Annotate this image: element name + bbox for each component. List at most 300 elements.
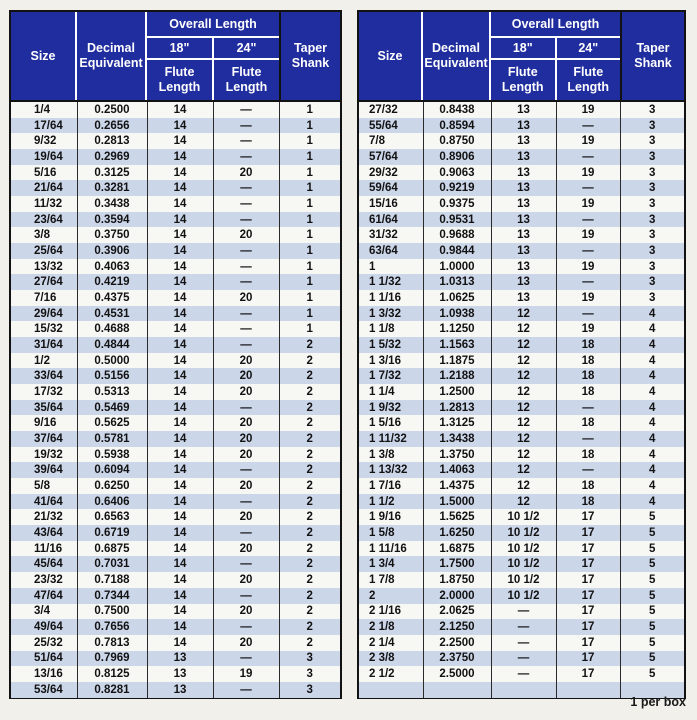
decimal-cell: 2.2500 [423, 635, 491, 651]
flute-18-cell: 13 [491, 196, 556, 212]
size-cell: 9/16 [34, 417, 57, 430]
flute-18-cell: — [491, 619, 556, 635]
size-cell: 31/32 [369, 229, 398, 242]
taper-shank-cell: 1 [279, 274, 340, 290]
size-cell: 7/8 [369, 135, 385, 148]
taper-shank-cell: 3 [620, 196, 684, 212]
table-row [359, 212, 684, 228]
flute-24-cell: 18 [556, 478, 620, 494]
size-cell: 27/32 [369, 103, 398, 116]
empty-cell [556, 682, 620, 698]
size-cell: 3/8 [34, 229, 50, 242]
table-row [11, 274, 340, 290]
decimal-cell: 1.0000 [423, 259, 491, 275]
size-cell: 41/64 [34, 495, 63, 508]
flute-24-cell: — [213, 259, 279, 275]
size-cell: 15/16 [369, 197, 398, 210]
flute-24-cell: 17 [556, 651, 620, 667]
flute-24-cell: 20 [213, 165, 279, 181]
decimal-cell: 0.2813 [77, 133, 147, 149]
table-row [11, 133, 340, 149]
table-row [359, 259, 684, 275]
size-cell: 15/32 [34, 323, 63, 336]
flute-24-cell: 17 [556, 525, 620, 541]
taper-shank-cell: 2 [279, 635, 340, 651]
decimal-cell: 2.0625 [423, 604, 491, 620]
size-cell: 19/32 [34, 448, 63, 461]
table-row [359, 306, 684, 322]
table-row [359, 101, 684, 118]
size-cell: 7/16 [34, 291, 57, 304]
flute-18-cell: 10 1/2 [491, 509, 556, 525]
size-cell: 1 1/16 [369, 291, 401, 304]
empty-cell [423, 682, 491, 698]
empty-cell [359, 682, 423, 698]
size-cell: 1 5/16 [369, 417, 401, 430]
flute-24-cell: 20 [213, 635, 279, 651]
flute-24-cell: 20 [213, 353, 279, 369]
size-cell: 45/64 [34, 558, 63, 571]
flute-24-cell: 20 [213, 604, 279, 620]
table-row [359, 588, 684, 604]
flute-18-cell: 12 [491, 337, 556, 353]
decimal-cell: 0.4844 [77, 337, 147, 353]
size-cell: 17/64 [34, 119, 63, 132]
table-row [11, 447, 340, 463]
decimal-cell: 0.7500 [77, 604, 147, 620]
flute-18-cell: 12 [491, 321, 556, 337]
table-body [359, 100, 684, 698]
decimal-cell: 0.4688 [77, 321, 147, 337]
decimal-cell: 0.8906 [423, 149, 491, 165]
drill-size-table-right [357, 10, 686, 699]
taper-shank-cell: 5 [620, 525, 684, 541]
flute-24-cell: — [556, 118, 620, 134]
flute-18-cell: 13 [147, 651, 213, 667]
flute-18-cell: 14 [147, 525, 213, 541]
column-header-flute-length-18: Flute Length [158, 65, 201, 94]
taper-shank-cell: 2 [279, 572, 340, 588]
table-row [359, 447, 684, 463]
taper-shank-cell: 3 [620, 165, 684, 181]
decimal-cell: 0.3750 [77, 227, 147, 243]
taper-shank-cell: 3 [620, 133, 684, 149]
decimal-cell: 0.9063 [423, 165, 491, 181]
flute-18-cell: 10 1/2 [491, 556, 556, 572]
flute-24-cell: 19 [556, 290, 620, 306]
table-row [11, 525, 340, 541]
taper-shank-cell: 2 [279, 431, 340, 447]
decimal-cell: 0.2656 [77, 118, 147, 134]
table-row [11, 541, 340, 557]
table-row [359, 321, 684, 337]
drill-size-table-left [9, 10, 342, 699]
flute-18-cell: 14 [147, 196, 213, 212]
flute-24-cell: 20 [213, 447, 279, 463]
size-cell: 17/32 [34, 385, 63, 398]
flute-length-labels [491, 60, 620, 100]
flute-24-cell: 19 [556, 196, 620, 212]
taper-shank-cell: 2 [279, 541, 340, 557]
decimal-cell: 2.0000 [423, 588, 491, 604]
taper-shank-cell: 1 [279, 180, 340, 196]
table-row [11, 431, 340, 447]
size-cell: 1 3/4 [369, 558, 395, 571]
table-row [11, 588, 340, 604]
taper-shank-cell: 3 [620, 290, 684, 306]
size-cell: 2 3/8 [369, 652, 395, 665]
flute-18-cell: 13 [491, 290, 556, 306]
flute-24-cell: — [556, 306, 620, 322]
table-row [11, 212, 340, 228]
taper-shank-cell: 1 [279, 321, 340, 337]
size-cell: 55/64 [369, 119, 398, 132]
size-cell: 5/16 [34, 166, 57, 179]
flute-18-cell: 13 [491, 165, 556, 181]
flute-24-cell: — [213, 494, 279, 510]
taper-shank-cell: 5 [620, 556, 684, 572]
size-cell: 1 5/32 [369, 338, 401, 351]
taper-shank-cell: 2 [279, 353, 340, 369]
flute-24-cell: 20 [213, 415, 279, 431]
flute-18-cell: 14 [147, 337, 213, 353]
decimal-cell: 0.8125 [77, 666, 147, 682]
flute-24-cell: — [213, 243, 279, 259]
flute-24-cell: — [213, 321, 279, 337]
size-cell: 43/64 [34, 526, 63, 539]
flute-18-cell: 14 [147, 478, 213, 494]
taper-shank-cell: 2 [279, 556, 340, 572]
table-row [359, 572, 684, 588]
flute-18-cell: 14 [147, 133, 213, 149]
column-header-24in: 24" [212, 38, 279, 58]
taper-shank-cell: 4 [620, 431, 684, 447]
decimal-cell: 1.1875 [423, 353, 491, 369]
size-cell: 35/64 [34, 401, 63, 414]
taper-shank-cell: 2 [279, 384, 340, 400]
decimal-cell: 0.9219 [423, 180, 491, 196]
flute-18-cell: — [491, 666, 556, 682]
table-row [11, 196, 340, 212]
decimal-cell: 0.4063 [77, 259, 147, 275]
flute-24-cell: — [213, 212, 279, 228]
size-cell: 39/64 [34, 464, 63, 477]
flute-24-cell: 18 [556, 337, 620, 353]
size-cell: 2 1/2 [369, 668, 395, 681]
table-row [359, 149, 684, 165]
flute-24-cell: 17 [556, 509, 620, 525]
table-row [359, 494, 684, 510]
table-row [11, 415, 340, 431]
flute-18-cell: 14 [147, 541, 213, 557]
flute-18-cell: 14 [147, 588, 213, 604]
table-row [11, 368, 340, 384]
decimal-cell: 0.4531 [77, 306, 147, 322]
taper-shank-cell: 1 [279, 196, 340, 212]
taper-shank-cell: 4 [620, 368, 684, 384]
decimal-cell: 1.2813 [423, 400, 491, 416]
length-size-labels [491, 38, 620, 60]
overall-length-label: Overall Length [147, 12, 279, 38]
flute-18-cell: 13 [491, 274, 556, 290]
column-header-size: Size [359, 12, 423, 100]
size-cell: 1 13/32 [369, 464, 408, 477]
table-row [11, 635, 340, 651]
overall-length-label: Overall Length [491, 12, 620, 38]
flute-18-cell: 14 [147, 101, 213, 118]
size-cell: 11/32 [34, 197, 63, 210]
flute-24-cell: 20 [213, 290, 279, 306]
flute-18-cell: 14 [147, 509, 213, 525]
flute-18-cell: 13 [491, 133, 556, 149]
table-row [11, 478, 340, 494]
size-cell: 61/64 [369, 213, 398, 226]
table-row [11, 353, 340, 369]
size-cell: 1 9/32 [369, 401, 401, 414]
table-row [359, 478, 684, 494]
column-header-taper-shank: Taper Shank [279, 12, 340, 100]
flute-24-cell: 19 [213, 666, 279, 682]
flute-18-cell: 14 [147, 353, 213, 369]
taper-shank-cell: 1 [279, 101, 340, 118]
taper-shank-cell: 2 [279, 619, 340, 635]
taper-shank-cell: 3 [620, 243, 684, 259]
table-body [11, 100, 340, 698]
flute-24-cell: — [213, 133, 279, 149]
flute-18-cell: 12 [491, 400, 556, 416]
flute-18-cell: 14 [147, 462, 213, 478]
table-row [359, 133, 684, 149]
decimal-cell: 2.3750 [423, 651, 491, 667]
flute-24-cell: 20 [213, 541, 279, 557]
column-group-overall-length [147, 12, 279, 100]
table-row [359, 651, 684, 667]
decimal-cell: 1.0938 [423, 306, 491, 322]
taper-shank-cell: 5 [620, 509, 684, 525]
table-row [359, 337, 684, 353]
taper-shank-cell: 3 [279, 682, 340, 698]
taper-shank-cell: 5 [620, 588, 684, 604]
flute-18-cell: 13 [491, 149, 556, 165]
column-header-18in: 18" [512, 40, 533, 55]
table-row [11, 651, 340, 667]
table-row [359, 180, 684, 196]
table-row [11, 321, 340, 337]
table-header [11, 12, 340, 100]
size-cell: 19/64 [34, 150, 63, 163]
taper-shank-cell: 4 [620, 447, 684, 463]
table-row [359, 541, 684, 557]
flute-18-cell: 14 [147, 259, 213, 275]
flute-18-cell: 10 1/2 [491, 572, 556, 588]
decimal-cell: 0.2969 [77, 149, 147, 165]
size-cell: 13/16 [34, 668, 63, 681]
decimal-cell: 0.6875 [77, 541, 147, 557]
flute-18-cell: 13 [147, 666, 213, 682]
taper-shank-cell: 3 [620, 101, 684, 118]
taper-shank-cell: 3 [279, 651, 340, 667]
decimal-cell: 1.0313 [423, 274, 491, 290]
flute-18-cell: 12 [491, 368, 556, 384]
flute-24-cell: 20 [213, 509, 279, 525]
size-cell: 29/32 [369, 166, 398, 179]
decimal-cell: 0.6406 [77, 494, 147, 510]
decimal-cell: 0.4375 [77, 290, 147, 306]
decimal-cell: 0.3594 [77, 212, 147, 228]
table-row [11, 306, 340, 322]
size-cell: 2 1/16 [369, 605, 401, 618]
taper-shank-cell: 2 [279, 400, 340, 416]
size-cell: 1/2 [34, 354, 50, 367]
flute-24-cell: — [213, 149, 279, 165]
size-cell: 27/64 [34, 276, 63, 289]
size-cell: 51/64 [34, 652, 63, 665]
taper-shank-cell: 3 [620, 180, 684, 196]
table-row [359, 227, 684, 243]
flute-24-cell: 20 [213, 478, 279, 494]
taper-shank-cell: 5 [620, 666, 684, 682]
decimal-cell: 1.1250 [423, 321, 491, 337]
flute-24-cell: — [556, 180, 620, 196]
decimal-cell: 0.3281 [77, 180, 147, 196]
flute-24-cell: 20 [213, 572, 279, 588]
flute-24-cell: 17 [556, 604, 620, 620]
flute-18-cell: 14 [147, 619, 213, 635]
taper-shank-cell: 3 [620, 212, 684, 228]
size-cell: 1 7/16 [369, 479, 401, 492]
taper-shank-cell: 2 [279, 415, 340, 431]
flute-18-cell: — [491, 651, 556, 667]
size-cell: 5/8 [34, 479, 50, 492]
flute-18-cell: 14 [147, 447, 213, 463]
decimal-cell: 1.3438 [423, 431, 491, 447]
flute-18-cell: 14 [147, 180, 213, 196]
flute-18-cell: 10 1/2 [491, 541, 556, 557]
flute-24-cell: 17 [556, 588, 620, 604]
empty-cell [491, 682, 556, 698]
decimal-cell: 1.2500 [423, 384, 491, 400]
table-row [359, 415, 684, 431]
decimal-cell: 0.7969 [77, 651, 147, 667]
flute-18-cell: 12 [491, 462, 556, 478]
flute-18-cell: 12 [491, 384, 556, 400]
table-row [359, 353, 684, 369]
decimal-cell: 1.2188 [423, 368, 491, 384]
flute-18-cell: 10 1/2 [491, 525, 556, 541]
decimal-cell: 0.5938 [77, 447, 147, 463]
flute-18-cell: 12 [491, 306, 556, 322]
table-row [11, 259, 340, 275]
taper-shank-cell: 4 [620, 306, 684, 322]
decimal-cell: 1.4375 [423, 478, 491, 494]
taper-shank-cell: 3 [620, 274, 684, 290]
decimal-cell: 0.9844 [423, 243, 491, 259]
table-row [11, 572, 340, 588]
column-header-18in: 18" [169, 40, 190, 55]
table-row [11, 462, 340, 478]
flute-18-cell: 13 [491, 118, 556, 134]
size-cell: 2 1/8 [369, 621, 395, 633]
table-row [359, 384, 684, 400]
table-row [11, 400, 340, 416]
flute-24-cell: 20 [213, 368, 279, 384]
flute-18-cell: 14 [147, 212, 213, 228]
flute-18-cell: 10 1/2 [491, 588, 556, 604]
size-cell: 57/64 [369, 150, 398, 163]
flute-24-cell: — [213, 556, 279, 572]
flute-24-cell: — [213, 682, 279, 698]
decimal-cell: 1.8750 [423, 572, 491, 588]
table-row [359, 619, 684, 635]
decimal-cell: 1.7500 [423, 556, 491, 572]
flute-18-cell: 14 [147, 227, 213, 243]
flute-24-cell: 19 [556, 259, 620, 275]
decimal-cell: 0.7344 [77, 588, 147, 604]
table-row [11, 101, 340, 118]
taper-shank-cell: 3 [620, 118, 684, 134]
decimal-cell: 0.6719 [77, 525, 147, 541]
column-group-overall-length [491, 12, 620, 100]
flute-18-cell: 14 [147, 604, 213, 620]
flute-24-cell: — [213, 525, 279, 541]
flute-18-cell: 13 [491, 259, 556, 275]
table-row [359, 196, 684, 212]
taper-shank-cell: 3 [620, 149, 684, 165]
size-cell: 11/16 [34, 542, 63, 555]
taper-shank-cell: 2 [279, 447, 340, 463]
per-box-footnote: 1 per box [630, 695, 686, 709]
decimal-cell: 0.5469 [77, 400, 147, 416]
decimal-cell: 1.4063 [423, 462, 491, 478]
taper-shank-cell: 5 [620, 572, 684, 588]
flute-24-cell: 19 [556, 227, 620, 243]
size-cell: 1 1/4 [369, 385, 395, 398]
taper-shank-cell: 1 [279, 259, 340, 275]
decimal-cell: 2.1250 [423, 619, 491, 635]
flute-18-cell: 14 [147, 118, 213, 134]
flute-24-cell: — [213, 400, 279, 416]
decimal-cell: 1.6875 [423, 541, 491, 557]
flute-24-cell: — [556, 149, 620, 165]
taper-shank-cell: 1 [279, 118, 340, 134]
taper-shank-cell: 1 [279, 133, 340, 149]
flute-24-cell: — [213, 180, 279, 196]
flute-18-cell: 14 [147, 368, 213, 384]
taper-shank-cell: 1 [279, 165, 340, 181]
flute-18-cell: 14 [147, 384, 213, 400]
taper-shank-cell: 4 [620, 494, 684, 510]
taper-shank-cell: 4 [620, 400, 684, 416]
flute-24-cell: 20 [213, 227, 279, 243]
flute-24-cell: 19 [556, 165, 620, 181]
table-row [359, 274, 684, 290]
taper-shank-cell: 4 [620, 321, 684, 337]
taper-shank-cell: 2 [279, 462, 340, 478]
decimal-cell: 1.6250 [423, 525, 491, 541]
decimal-cell: 0.6094 [77, 462, 147, 478]
decimal-cell: 0.8594 [423, 118, 491, 134]
flute-24-cell: 18 [556, 447, 620, 463]
table-row [11, 165, 340, 181]
taper-shank-cell: 4 [620, 337, 684, 353]
decimal-cell: 0.3438 [77, 196, 147, 212]
flute-18-cell: 14 [147, 635, 213, 651]
flute-24-cell: — [213, 337, 279, 353]
table-row [359, 118, 684, 134]
size-cell: 1 3/16 [369, 354, 401, 367]
flute-18-cell: 13 [491, 212, 556, 228]
flute-18-cell: 12 [491, 415, 556, 431]
